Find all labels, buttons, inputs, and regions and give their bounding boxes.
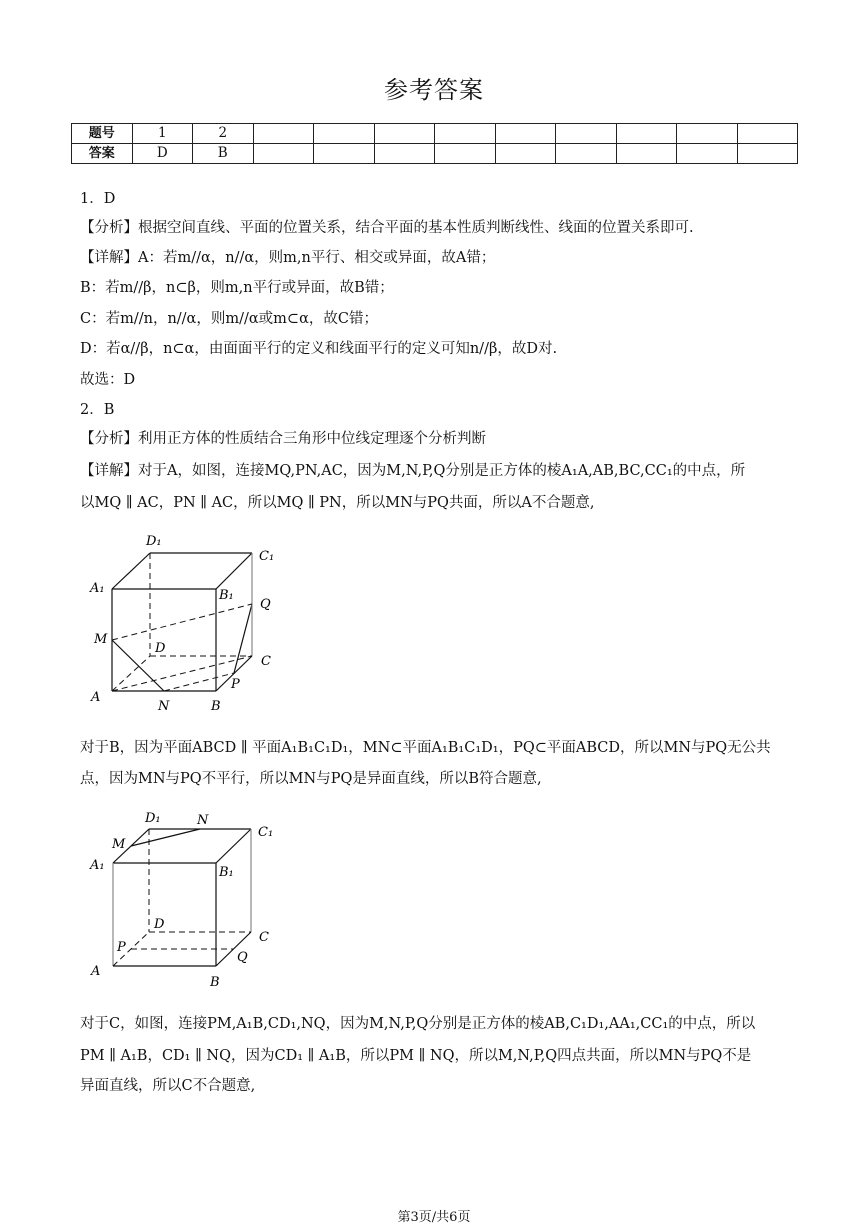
cube-figure-2: [80, 805, 290, 995]
row-label-answer: 答案: [72, 144, 133, 164]
hidden-segment-mq: [112, 604, 252, 640]
table-cell: [435, 144, 496, 164]
answer-table: [71, 123, 798, 164]
label-b1: B₁: [219, 865, 234, 880]
answer-table-number-row: [72, 124, 798, 144]
label-q: Q: [260, 597, 271, 612]
q1-detail-b: B：若m//β，n⊂β，则m,n平行或异面，故B错；: [80, 280, 394, 296]
label-q: Q: [237, 950, 248, 965]
table-cell: 2: [193, 124, 254, 144]
label-b: B: [211, 699, 221, 714]
row-label-number: 题号: [72, 124, 133, 144]
q1-detail-d: D：若α//β，n⊂α，由面面平行的定义和线面平行的定义可知n//β，故D对.: [80, 341, 558, 357]
label-d: D: [154, 917, 165, 932]
table-cell: D: [132, 144, 193, 164]
edge-c1-b1: [216, 829, 251, 863]
table-cell: [495, 124, 556, 144]
label-a1: A₁: [90, 858, 105, 873]
edge-c1-b1: [216, 553, 252, 589]
table-cell: [314, 124, 375, 144]
label-d1: D₁: [146, 534, 162, 549]
label-a: A: [91, 690, 101, 705]
hidden-edge-a-d: [112, 656, 150, 691]
label-d1: D₁: [145, 811, 161, 826]
label-a: A: [91, 964, 101, 979]
label-c1: C₁: [258, 825, 274, 840]
label-b: B: [210, 975, 220, 990]
q2-detail-a-line1: 【详解】对于A，如图，连接MQ,PN,AC，因为M,N,P,Q分别是正方体的棱A₁A,AB,BC,CC₁的中点，所: [80, 463, 746, 479]
edge-a1-d1: [112, 553, 150, 589]
table-cell: [556, 124, 617, 144]
q2-detail-b-line2: 点，因为MN与PQ不平行，所以MN与PQ是异面直线，所以B符合题意,: [80, 771, 542, 787]
table-cell: B: [193, 144, 254, 164]
answer-table-answer-row: [72, 144, 798, 164]
page-title: 参考答案: [384, 76, 484, 104]
label-m: M: [112, 837, 126, 852]
q1-analysis: 【分析】根据空间直线、平面的位置关系，结合平面的基本性质判断线性、线面的位置关系即可.: [80, 220, 694, 236]
cube-figure-1: [80, 525, 290, 720]
page-footer: 第3页/共6页: [397, 1210, 471, 1225]
q2-detail-c-line3: 异面直线，所以C不合题意,: [80, 1078, 256, 1094]
label-p: P: [231, 677, 240, 692]
table-cell: [737, 124, 798, 144]
q2-detail-c-line2: PM ∥ A₁B，CD₁ ∥ NQ，因为CD₁ ∥ A₁B，所以PM ∥ NQ，所以M,N,P,Q四点共面，所以MN与PQ不是: [80, 1048, 752, 1064]
table-cell: [677, 124, 738, 144]
table-cell: [495, 144, 556, 164]
table-cell: [737, 144, 798, 164]
table-cell: [556, 144, 617, 164]
q1-heading: 1．D: [80, 191, 116, 207]
q2-detail-c-line1: 对于C，如图，连接PM,A₁B,CD₁,NQ，因为M,N,P,Q分别是正方体的棱AB,C₁D₁,AA₁,CC₁的中点，所以: [80, 1016, 756, 1032]
segment-pq: [234, 604, 252, 673]
label-c1: C₁: [259, 549, 275, 564]
table-cell: [616, 124, 677, 144]
segment-mn: [131, 829, 200, 846]
label-a1: A₁: [90, 581, 105, 596]
table-cell: [677, 144, 738, 164]
label-c: C: [259, 930, 269, 945]
label-n: N: [158, 699, 170, 714]
q2-analysis: 【分析】利用正方体的性质结合三角形中位线定理逐个分析判断: [80, 431, 486, 447]
q1-detail-a: 【详解】A：若m//α，n//α，则m,n平行、相交或异面，故A错；: [80, 250, 496, 266]
table-cell: [253, 144, 314, 164]
label-p: P: [117, 940, 126, 955]
table-cell: [616, 144, 677, 164]
q2-detail-b-line1: 对于B，因为平面ABCD ∥ 平面A₁B₁C₁D₁，MN⊂平面A₁B₁C₁D₁，PQ⊂平面ABCD，所以MN与PQ无公共: [80, 740, 771, 756]
table-cell: [374, 124, 435, 144]
q1-detail-c: C：若m//n，n//α，则m//α或m⊂α，故C错；: [80, 311, 378, 327]
q2-detail-a-line2: 以MQ ∥ AC，PN ∥ AC，所以MQ ∥ PN，所以MN与PQ共面，所以A不合题意,: [80, 495, 595, 511]
label-m: M: [94, 632, 108, 647]
table-cell: [435, 124, 496, 144]
q1-choice: 故选：D: [80, 372, 136, 388]
label-d: D: [155, 641, 166, 656]
label-c: C: [261, 654, 271, 669]
label-n: N: [197, 813, 209, 828]
table-cell: 1: [132, 124, 193, 144]
table-cell: [314, 144, 375, 164]
table-cell: [374, 144, 435, 164]
label-b1: B₁: [219, 588, 234, 603]
table-cell: [253, 124, 314, 144]
q2-heading: 2．B: [80, 402, 115, 418]
